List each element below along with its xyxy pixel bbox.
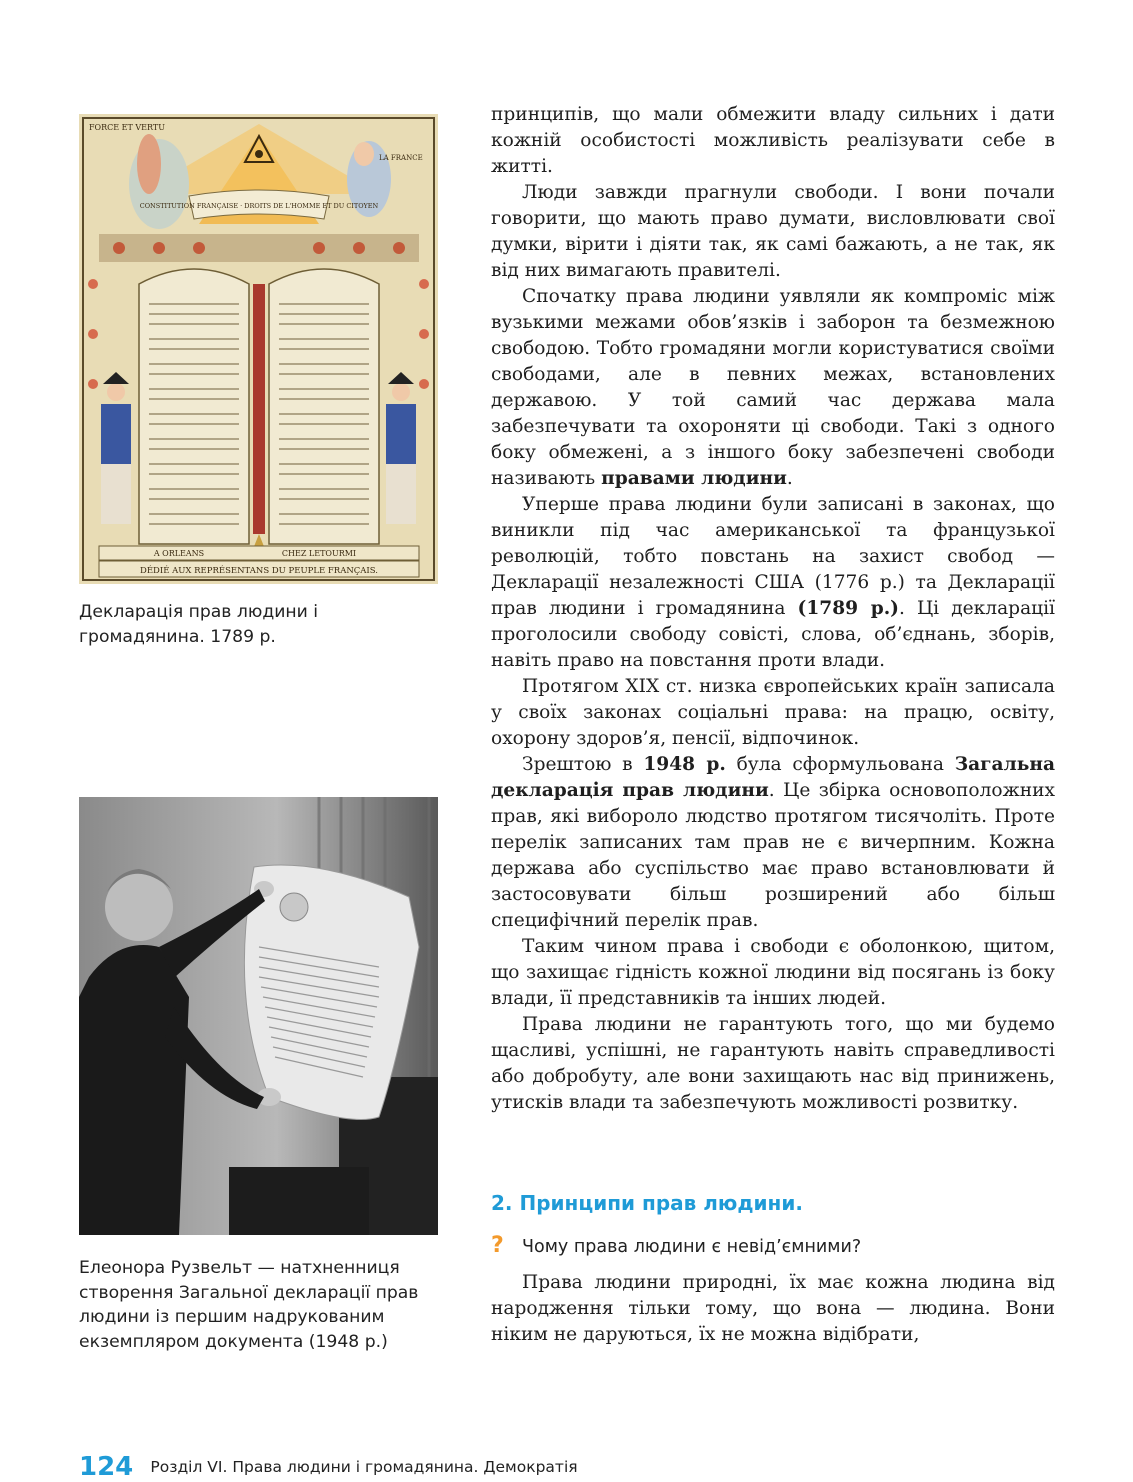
declaration-1789-image bbox=[79, 114, 438, 584]
paragraph-3: Спочатку права людини уявляли як компроміс між вузькими межами обов’язків і заборон та безмежною свободою. Тобто громадяни могли користуватися своїми свободами, але в певних межах, встановлених державою. У той самий час держава мала забезпечувати та охороняти ці свободи. Такі з одного боку обмежені, а з іншого боку забезпечені свободи називають правами людини. bbox=[491, 286, 1055, 489]
page-footer bbox=[79, 1452, 578, 1482]
image-header-left: FORCE ET VERTU bbox=[89, 123, 165, 132]
caption-roosevelt: Елеонора Рузвельт — натхненниця створення Загальної декларації прав людини із першим надрукованим екземпляром документа (1948 р.) bbox=[79, 1258, 419, 1352]
paragraph-7: Таким чином права і свободи є оболонкою, щитом, що захищає гідність кожної людини від посягань із боку влади, її представників та інших людей. bbox=[491, 936, 1055, 1009]
paragraph-1: принципів, що мали обмежити владу сильних і дати кожній особистості можливість реалізувати себе в житті. bbox=[491, 104, 1055, 177]
question-text: Чому права людини є невід’ємними? bbox=[522, 1237, 862, 1257]
term-universal-declaration: Загальна декларація прав людини bbox=[491, 754, 1055, 801]
question-mark-icon: ? bbox=[491, 1233, 504, 1258]
image-bottom-line: DÉDIÉ AUX REPRÉSENTANS DU PEUPLE FRANÇAIS. bbox=[140, 566, 378, 576]
year-1948: 1948 р. bbox=[643, 754, 726, 775]
year-1789: (1789 р.) bbox=[797, 598, 899, 619]
main-text bbox=[491, 102, 1055, 1116]
section-text bbox=[491, 1270, 1055, 1348]
caption-declaration-1789: Декларація прав людини і громадянина. 1789 р. bbox=[79, 602, 319, 647]
question-line bbox=[491, 1233, 1055, 1258]
paragraph-9: Права людини природні, їх має кожна людина від народження тільки тому, що вона — людина. Вони ніким не даруються, їх не можна відібрати, bbox=[491, 1272, 1055, 1345]
paragraph-2: Люди завжди прагнули свободи. І вони почали говорити, що мають право думати, висловлювати свої думки, вірити і діяти так, як самі бажають, а не так, як від них вимагають правителі. bbox=[491, 182, 1055, 281]
image-bottom-right: CHEZ LETOURMI bbox=[281, 549, 357, 558]
paragraph-5: Протягом XIX ст. низка європейських країн записала у своїх законах соціальні права: на працю, освіту, охорону здоров’я, пенсії, відпочинок. bbox=[491, 676, 1055, 749]
paragraph-4: Уперше права людини були записані в законах, що виникли під час американської та французької революцій, тобто повстань на захист свобод — Декларації незалежності США (1776 р.) та Декларації прав людини і громадянина (1789 р.). Ці декларації проголосили свободу совісті, слова, об’єднань, зборів, навіть право на повстання проти влади. bbox=[491, 494, 1055, 671]
page-number: 124 bbox=[79, 1452, 134, 1482]
image-banner-text: CONSTITUTION FRANÇAISE · DROITS DE L'HOMME ET DU CITOYEN bbox=[139, 202, 379, 210]
term-human-rights: правами людини bbox=[601, 468, 787, 489]
paragraph-8: Права людини не гарантують того, що ми будемо щасливі, успішні, не гарантують навіть справедливості або добробуту, але вони захищають нас від принижень, утисків влади та забезпечують можливості розвитку. bbox=[491, 1014, 1055, 1113]
section-heading: 2. Принципи прав людини. bbox=[491, 1191, 803, 1215]
roosevelt-photo bbox=[79, 797, 438, 1235]
chapter-title: Розділ VI. Права людини і громадянина. Демократія bbox=[150, 1458, 578, 1476]
paragraph-6: Зрештою в 1948 р. була сформульована Загальна декларація прав людини. Це збірка основоположних прав, які виборолo людство протягом тисячоліть. Проте перелік записаних там прав не є вичерпним. Кожна держава або суспільство має право встановлювати й застосовувати більш розширений або більш специфічний перелік прав. bbox=[491, 754, 1055, 931]
image-bottom-left: A ORLEANS bbox=[153, 549, 205, 558]
image-header-right: LA FRANCE bbox=[379, 154, 423, 162]
